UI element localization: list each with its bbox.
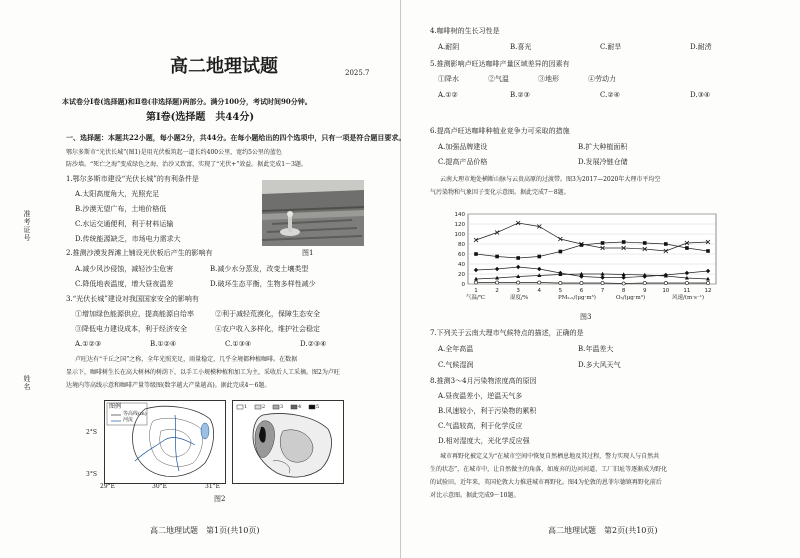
side-label-name: 姓名 [23,375,31,391]
q2-option-a: A.减少风沙侵蚀，减轻沙尘危害 [75,265,174,273]
map2-legend-2: 2 [262,404,266,410]
y-tick-label: 20 [458,272,465,278]
q2-option-c: C.降低地表温度，增大昼夜温差 [75,280,174,288]
data-point [580,281,583,284]
q4-option-c: C.耐旱 [600,43,622,51]
q3-option-c: C.①③④ [225,340,252,348]
q7-option-c: C.气候湿润 [438,361,474,369]
passage1-line2: 防沙墙。“死亡之海”变成绿色之海，治沙又致富，实现了“光伏+”效益。据此完成1～3题。 [66,161,307,168]
x-tick-label: 1 [474,288,478,294]
y-tick-label: 60 [458,252,465,258]
page-title: 高二地理试题 [170,56,278,77]
x-tick-label: 7 [600,288,605,294]
passage3-line2: 气污染物和气象因子变化示意图。据此完成7～8题。 [430,189,570,196]
legend-wind: 风速/(m·s⁻¹) [672,295,705,301]
data-point [474,252,478,256]
x-tick-label: 6 [579,288,584,294]
q7-option-a: A.全年高温 [438,345,474,353]
data-point [559,281,562,284]
q5-item-1: ①降水 [438,75,459,83]
legend-temperature: 气温/℃ [466,295,486,301]
data-point [685,246,689,250]
passage2-line2: 显示下，咖啡树生长在高大树林的树荫下，以手工小规模种植和加工为主，采收后人工采摘。图2为卢旺 [66,369,340,376]
y-tick-label: 0 [461,282,465,288]
q4-option-a: A.耐阴 [438,43,460,51]
fig3-caption: 图3 [580,313,592,321]
y-tick-label: 40 [458,262,465,268]
q7-option-b: B.年温差大 [578,345,614,353]
y-tick-label: 80 [458,242,465,248]
q3-option-b: B.①②④ [150,340,177,348]
map1-lat-2s: 2°S [86,429,97,436]
q1-option-d: D.传统能源缺乏，市场电力需求大 [75,235,181,243]
x-tick-label: 9 [642,288,647,294]
q3-item-2: ②利于减轻荒漠化，保障生态安全 [215,310,320,318]
q8-option-d: D.相对湿度大，光化学反应强 [438,437,530,445]
passage2-line1: 卢旺达有“千丘之国”之称，全年光照充足，雨量稳定，几乎全境都种植咖啡。在数据 [75,356,298,363]
passage4-line3: 的试验田。近年来，英国伦敦大力推进城市再野化。图4为伦敦的恩菲尔德镇再野化前后 [430,479,662,486]
q1-stem: 1.鄂尔多斯市建设“光伏长城”的有利条件是 [66,175,199,183]
y-tick-label: 120 [454,222,465,228]
legend-o3: O₃/(μg·m³) [616,295,646,301]
q2-option-d: D.破坏生态平衡，生物多样性减少 [210,280,316,288]
fig1-solar-photo [262,180,364,246]
q4-option-d: D.耐涝 [690,43,712,51]
data-point [643,241,647,245]
exam-intro: 本试卷分Ⅰ卷(选择题)和Ⅱ卷(非选择题)两部分。满分100分，考试时间90分钟。 [62,97,312,106]
left-footer: 高二地理试题 第1页(共10页) [150,526,260,535]
data-point [495,255,499,259]
map1-legend-river: 河流 [123,417,134,423]
legend-humidity: 湿度/% [510,295,529,301]
q3-option-d: D.②③④ [300,340,327,348]
data-point [706,281,709,284]
data-point [622,240,626,244]
page-divider [400,0,401,558]
map2-production [232,400,344,484]
q3-option-a: A.①②③ [75,340,102,348]
map1-legend-contour: 等高线(m) [123,411,147,417]
q3-item-1: ①增加绿色能源供应，提高能源自给率 [75,310,194,318]
data-point [622,282,625,285]
y-tick-label: 140 [454,212,465,218]
q5-item-3: ③地形 [538,75,559,83]
map2-legend-1: 1 [244,404,248,410]
q5-item-4: ④劳动力 [588,75,616,83]
q7-option-d: D.多大风天气 [578,361,621,369]
passage4-line4: 对比示意图。据此完成9～10题。 [430,492,520,499]
right-page [402,0,800,558]
x-tick-label: 8 [621,288,626,294]
q5-option-d: D.③④ [690,91,711,99]
map1-lon-29e: 29°E [100,483,116,490]
q6-option-c: C.提高产品价格 [438,158,488,166]
data-point [664,242,668,246]
data-point [474,281,477,284]
fig1-caption: 图1 [302,249,314,257]
q3-stem: 3.“光伏长城”建设对我国国家安全的影响有 [66,295,199,303]
x-tick-label: 10 [662,288,670,294]
q5-option-a: A.①② [438,91,458,99]
q8-option-a: A.昼夜温差小，逆温天气多 [438,392,523,400]
data-point [706,249,710,253]
data-point [538,281,541,284]
right-footer: 高二地理试题 第2页(共10页) [548,526,658,535]
x-tick-label: 2 [495,288,499,294]
q4-option-b: B.喜光 [510,43,532,51]
data-point [601,241,605,245]
passage4-line1: 城市再野化被定义为“在城市空间中恢复自然栖息地及其过程，警力实现人与自然共 [440,453,660,460]
q8-option-c: C.气温较高，利于化学反应 [438,422,523,430]
instruction: 一、选择题：本题共22小题，每小题2分，共44分。在每小题给出的四个选项中，只有一项是符合题目要求。 [66,133,406,142]
q1-option-b: B.沙漠无望广布，土地价格低 [75,205,167,213]
q8-stem: 8.推测3～4月污染物浓度高的原因 [430,377,537,385]
data-point [495,281,498,284]
map1-lon-31e: 31°E [205,483,221,490]
fig2-caption: 图2 [214,495,226,503]
q3-item-3: ③降低电力建设成本，利于经济安全 [75,325,187,333]
passage1-line1: 鄂尔多斯市“光伏长城”(图1)是用光伏板筑起一道长约400公里，宽约5公里的蓝色 [66,149,282,156]
q5-item-2: ②气温 [488,75,509,83]
q6-option-b: B.扩大种植面积 [578,143,628,151]
q1-option-c: C.水运交通便利，利于材料运输 [75,220,174,228]
data-point [685,281,688,284]
side-label-exam-id: 准考证号 [23,210,31,242]
data-point [537,255,541,259]
q6-option-a: A.加强品牌建设 [438,143,488,151]
map2-legend-3: 3 [280,404,284,410]
map1-lon-30e: 30°E [152,483,168,490]
q8-option-b: B.风速较小，利于污染物的累积 [438,407,537,415]
q7-stem: 7.下列关于云南大理市气候特点的描述，正确的是 [430,329,584,337]
passage4-line2: 生的状态”，在城市中，让自然做主的角落，如废弃的边河河道、工厂旧址等逐渐成为野化 [430,466,668,473]
y-tick-label: 100 [454,232,465,238]
exam-date: 2025.7 [345,69,370,77]
q5-option-c: C.②④ [600,91,620,99]
data-point [559,250,563,254]
map1-lat-3s: 3°S [86,471,97,478]
legend-pm25: PM₂.₅/(μg·m³) [558,295,596,301]
x-tick-label: 5 [558,288,563,294]
fig3-legend [466,296,736,306]
q6-option-d: D.发展冷链仓储 [578,158,628,166]
x-tick-label: 4 [537,288,542,294]
q2-stem: 2.推测沙漠发挥滩上铺设光伏板后产生的影响有 [66,249,213,257]
data-point [517,281,520,284]
passage2-line3: 达境内等高线示意和咖啡产量等级图(数字越大产量越高)。据此完成4～6题。 [66,382,271,389]
q1-option-a: A.太阳高度角大，光照充足 [75,190,160,198]
data-point [643,281,646,284]
passage3-line1: 云南大理市地处横断山脉与云贵高原的过渡带。图3为2017—2020年大理市平均空 [440,176,661,183]
x-tick-label: 3 [516,288,520,294]
q5-stem: 5.推测影响卢旺达咖啡产量区域差异的因素有 [430,60,570,68]
map1-contour [104,400,226,484]
x-tick-label: 12 [704,288,712,294]
q5-option-b: B.②③ [510,91,530,99]
q2-option-b: B.减少水分蒸发，改变土壤类型 [210,265,309,273]
data-point [516,256,520,260]
map1-legend-title: 图例 [109,403,122,410]
map2-legend-4: 4 [298,404,302,410]
q6-stem: 6.提高卢旺达咖啡种植业竞争力可采取的措施 [430,127,570,135]
q4-stem: 4.咖啡树的生长习性是 [430,27,500,35]
x-tick-label: 11 [683,288,691,294]
q3-item-4: ④农户收入多样化，维护社会稳定 [215,325,320,333]
section-title: 第Ⅰ卷(选择题 共44分) [146,112,255,123]
map2-legend-5: 5 [316,404,320,410]
data-point [601,281,604,284]
data-point [664,281,667,284]
